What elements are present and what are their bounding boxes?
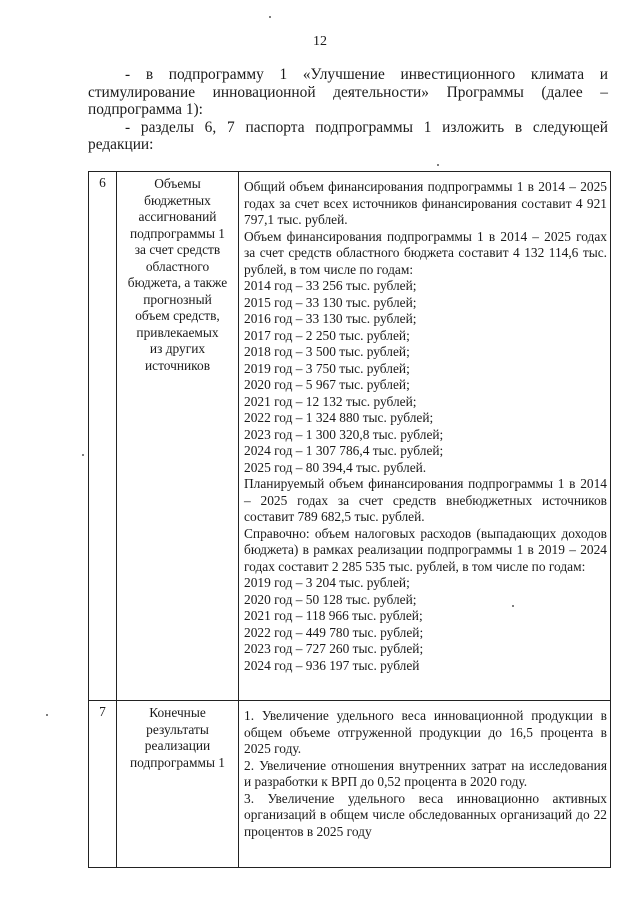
result-item: 1. Увеличение удельного веса инновационной продукции в общем объеме отгруженной продукции до 16,5 процента в 2025 году. bbox=[244, 708, 607, 756]
regional-year-item: 2021 год – 12 132 тыс. рублей; bbox=[244, 393, 417, 409]
intro-text bbox=[88, 66, 608, 154]
row-number: 6 bbox=[89, 172, 117, 701]
label-line: подпрограммы 1 bbox=[130, 754, 225, 770]
total-financing-text: Общий объем финансирования подпрограммы 1 в 2014 – 2025 годах за счет всех источников финансирования составит 4 921 797,1 тыс. рублей. bbox=[244, 179, 607, 227]
label-line: бюджета, а также bbox=[127, 275, 228, 290]
table-row bbox=[89, 701, 611, 868]
regional-year-item: 2023 год – 1 300 320,8 тыс. рублей; bbox=[244, 426, 444, 442]
extrabudget-financing-text: Планируемый объем финансирования подпрограммы 1 в 2014 – 2025 годах за счет средств внебюджетных источников составит 789 682,5 тыс. рублей. bbox=[244, 476, 607, 524]
label-line: Объемы bbox=[154, 176, 201, 191]
label-line: Конечные bbox=[149, 705, 206, 720]
scan-speck bbox=[46, 714, 48, 716]
scan-speck bbox=[437, 164, 439, 166]
label-line: областного bbox=[145, 258, 210, 274]
regional-year-item: 2024 год – 1 307 786,4 тыс. рублей; bbox=[244, 443, 444, 458]
label-line: объем средств, bbox=[135, 308, 220, 323]
label-line: прогнозный bbox=[143, 291, 212, 307]
label-line: источников bbox=[144, 357, 211, 373]
label-line: бюджетных bbox=[144, 192, 211, 208]
regional-year-item: 2019 год – 3 750 тыс. рублей; bbox=[244, 360, 410, 376]
regional-year-item: 2017 год – 2 250 тыс. рублей; bbox=[244, 327, 410, 343]
tax-year-item: 2021 год – 118 966 тыс. рублей; bbox=[244, 608, 423, 623]
label-line: привлекаемых bbox=[136, 324, 219, 340]
label-line: реализации bbox=[144, 738, 211, 753]
regional-year-item: 2015 год – 33 130 тыс. рублей; bbox=[244, 294, 417, 310]
tax-expenditure-text: Справочно: объем налоговых расходов (выпадающих доходов бюджета) в рамках реализации подпрограммы 1 в 2019 – 2024 годах составит 2 285 535 тыс. рублей, в том числе по годам: bbox=[244, 525, 607, 574]
result-item: 2. Увеличение отношения внутренних затрат на исследования и разработки к ВРП до 0,52 процента в 2020 году. bbox=[244, 757, 607, 789]
regional-financing-text: Объем финансирования подпрограммы 1 в 2014 – 2025 годах за счет средств областного бюджета составит 4 132 114,6 тыс. рублей, в том числе по годам: bbox=[244, 228, 607, 277]
regional-year-item: 2014 год – 33 256 тыс. рублей; bbox=[244, 278, 417, 293]
regional-year-item: 2018 год – 3 500 тыс. рублей; bbox=[244, 344, 410, 359]
passport-table bbox=[88, 171, 611, 868]
row-label bbox=[117, 701, 239, 868]
label-line: результаты bbox=[146, 721, 209, 737]
regional-year-item: 2025 год – 80 394,4 тыс. рублей. bbox=[244, 459, 427, 475]
result-item: 3. Увеличение удельного веса инновационно активных организаций в общем числе обследованных организаций до 22 процентов в 2025 году bbox=[244, 790, 607, 839]
label-line: подпрограммы 1 bbox=[130, 225, 225, 241]
row-content bbox=[239, 701, 611, 868]
scan-speck bbox=[512, 605, 514, 607]
row-content bbox=[239, 172, 611, 701]
label-line: за счет средств bbox=[134, 242, 221, 257]
row-label bbox=[117, 172, 239, 701]
regional-year-item: 2022 год – 1 324 880 тыс. рублей; bbox=[244, 410, 434, 425]
page-number: 12 bbox=[313, 34, 327, 49]
tax-year-item: 2020 год – 50 128 тыс. рублей; bbox=[244, 591, 417, 607]
regional-year-item: 2020 год – 5 967 тыс. рублей; bbox=[244, 377, 410, 392]
row-number: 7 bbox=[89, 701, 117, 868]
intro-paragraph-1: - в подпрограмму 1 «Улучшение инвестиционного климата и стимулирование инновационной деятельности» Программы (далее – подпрограмма 1): bbox=[88, 66, 608, 118]
intro-paragraph-2: - разделы 6, 7 паспорта подпрограммы 1 изложить в следующей редакции: bbox=[88, 118, 608, 153]
tax-year-item: 2022 год – 449 780 тыс. рублей; bbox=[244, 624, 424, 640]
label-line: ассигнований bbox=[138, 209, 217, 224]
label-line: из других bbox=[149, 341, 206, 356]
scan-speck bbox=[82, 454, 84, 456]
table-row bbox=[89, 172, 611, 701]
tax-year-item: 2023 год – 727 260 тыс. рублей; bbox=[244, 641, 424, 656]
scan-speck bbox=[269, 16, 271, 18]
tax-year-item: 2019 год – 3 204 тыс. рублей; bbox=[244, 575, 410, 590]
tax-year-item: 2024 год – 936 197 тыс. рублей bbox=[244, 657, 420, 673]
regional-year-item: 2016 год – 33 130 тыс. рублей; bbox=[244, 311, 417, 326]
